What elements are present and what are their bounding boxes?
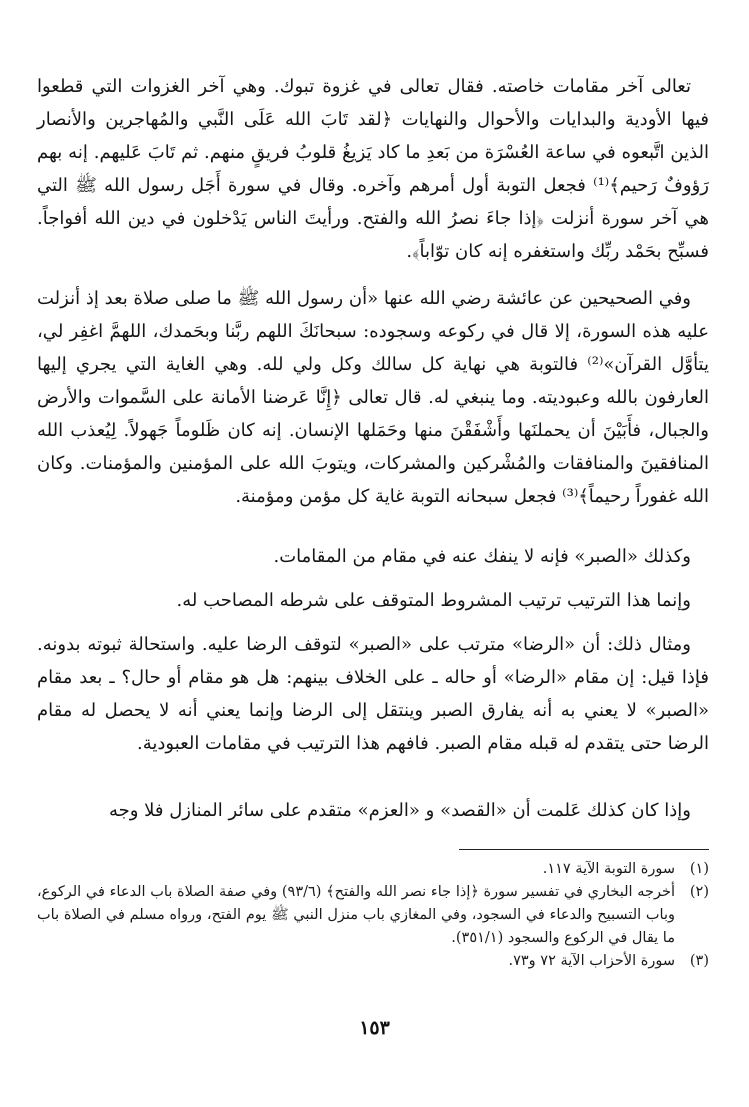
footnote-number: (٢) xyxy=(689,884,709,900)
footnote-text: سورة التوبة الآية ١١٧. xyxy=(542,861,675,877)
body-text-block-3 xyxy=(37,540,709,573)
paragraph: وإنما هذا الترتيب ترتيب المشروط المتوقف على شرطه المصاحب له. xyxy=(176,590,691,611)
body-text-block-5 xyxy=(37,628,709,760)
body-text-block-1 xyxy=(37,70,709,268)
body-text-block-4 xyxy=(37,584,709,617)
paragraph: ومثال ذلك: أن «الرضا» مترتب على «الصبر» لتوقف الرضا عليه. واستحالة ثبوته بدونه. فإذا قيل: إن مقام «الرضا» أو حاله ـ على الخلاف بينهم: هل هو مقام أو حال؟ ـ بعد مقام «الصبر» لا يعني به أنه يفارق الصبر وينتقل إلى الرضا وإنما يعني أنه لا يحصل له مقام الرضا حتى يتقدم له قبله مقام الصبر. فافهم هذا الترتيب في مقامات العبودية. xyxy=(37,634,709,754)
footnote-number: (١) xyxy=(689,861,709,877)
footnotes xyxy=(37,858,709,973)
footnote-text: سورة الأحزاب الآية ٧٢ و٧٣. xyxy=(508,953,675,969)
paragraph: وإذا كان كذلك عَلمت أن «القصد» و «العزم» متقدم على سائر المنازل فلا وجه xyxy=(108,800,691,821)
paragraph: وكذلك «الصبر» فإنه لا ينفك عنه في مقام من المقامات. xyxy=(273,546,691,567)
page-number: ١٥٣ xyxy=(359,1017,390,1039)
footnote-3 xyxy=(37,950,709,973)
footnote-2 xyxy=(37,881,709,950)
body-text-block-2 xyxy=(37,282,709,513)
footnote-divider xyxy=(459,849,709,850)
paragraph: تعالى آخر مقامات خاصته. فقال تعالى في غزوة تبوك. وهي آخر الغزوات التي قطعوا فيها الأودية والبدايات والأحوال والنهايات ﴿لقد تَابَ الله عَلَى النَّبي والمُهاجرين والأنصار الذين اتَّبعوه في ساعة العُسْرَة من بَعدِ ما كاد يَزيغُ قلوبُ فريقٍ منهم. ثم تَابَ عَليهم. إنه بهم رَؤوفٌ رَحيم﴾⁽¹⁾ فجعل التوبة أول أمرهم وآخره. وقال في سورة أَجَل رسول الله ﷺ التي هي آخر سورة أنزلت ﴿إذا جاءَ نصرُ الله والفتح. ورأيتَ الناس يَدْخلون في دين الله أفواجاً. فسبِّح بحَمْد ربِّك واستغفره إنه كان توّاباً﴾. xyxy=(37,76,709,262)
footnote-number: (٣) xyxy=(689,953,709,969)
footnote-1 xyxy=(37,858,709,881)
footnote-text: أخرجه البخاري في تفسير سورة ﴿إذا جاء نصر الله والفتح﴾ (٩٣/٦) وفي صفة الصلاة باب الدعاء في الركوع، وباب التسبيح والدعاء في السجود، وفي المغازي باب منزل النبي ﷺ يوم الفتح، ورواه مسلم في الصلاة باب ما يقال في الركوع والسجود (٣٥١/١). xyxy=(37,884,675,946)
body-text-block-6 xyxy=(37,794,709,827)
paragraph: وفي الصحيحين عن عائشة رضي الله عنها «أن رسول الله ﷺ ما صلى صلاة بعد إذ أنزلت عليه هذه السورة، إلا قال في ركوعه وسجوده: سبحانَكَ اللهم ربَّنا وبحَمدك، اللهمَّ اغفِر لي، يتأوَّل القرآن»⁽²⁾ فالتوبة هي نهاية كل سالك وكل ولي لله. وهي الغاية التي يجري إليها العارفون بالله وعبوديته. وما ينبغي له. قال تعالى ﴿إِنَّا عَرضنا الأمانة على السَّموات والأرض والجبال، فأَبَيْنَ أن يحملنَها وأَشْفَقْنَ منها وحَمَلها الإنسان. إنه كان ظَلوماً جَهولاً. لِيُعذب الله المنافقينَ والمنافقات والمُشْركين والمشركات، ويتوبَ الله على المؤمنين والمؤمنات. وكان الله غفوراً رحيماً﴾⁽³⁾ فجعل سبحانه التوبة غاية كل مؤمن ومؤمنة. xyxy=(37,288,710,507)
